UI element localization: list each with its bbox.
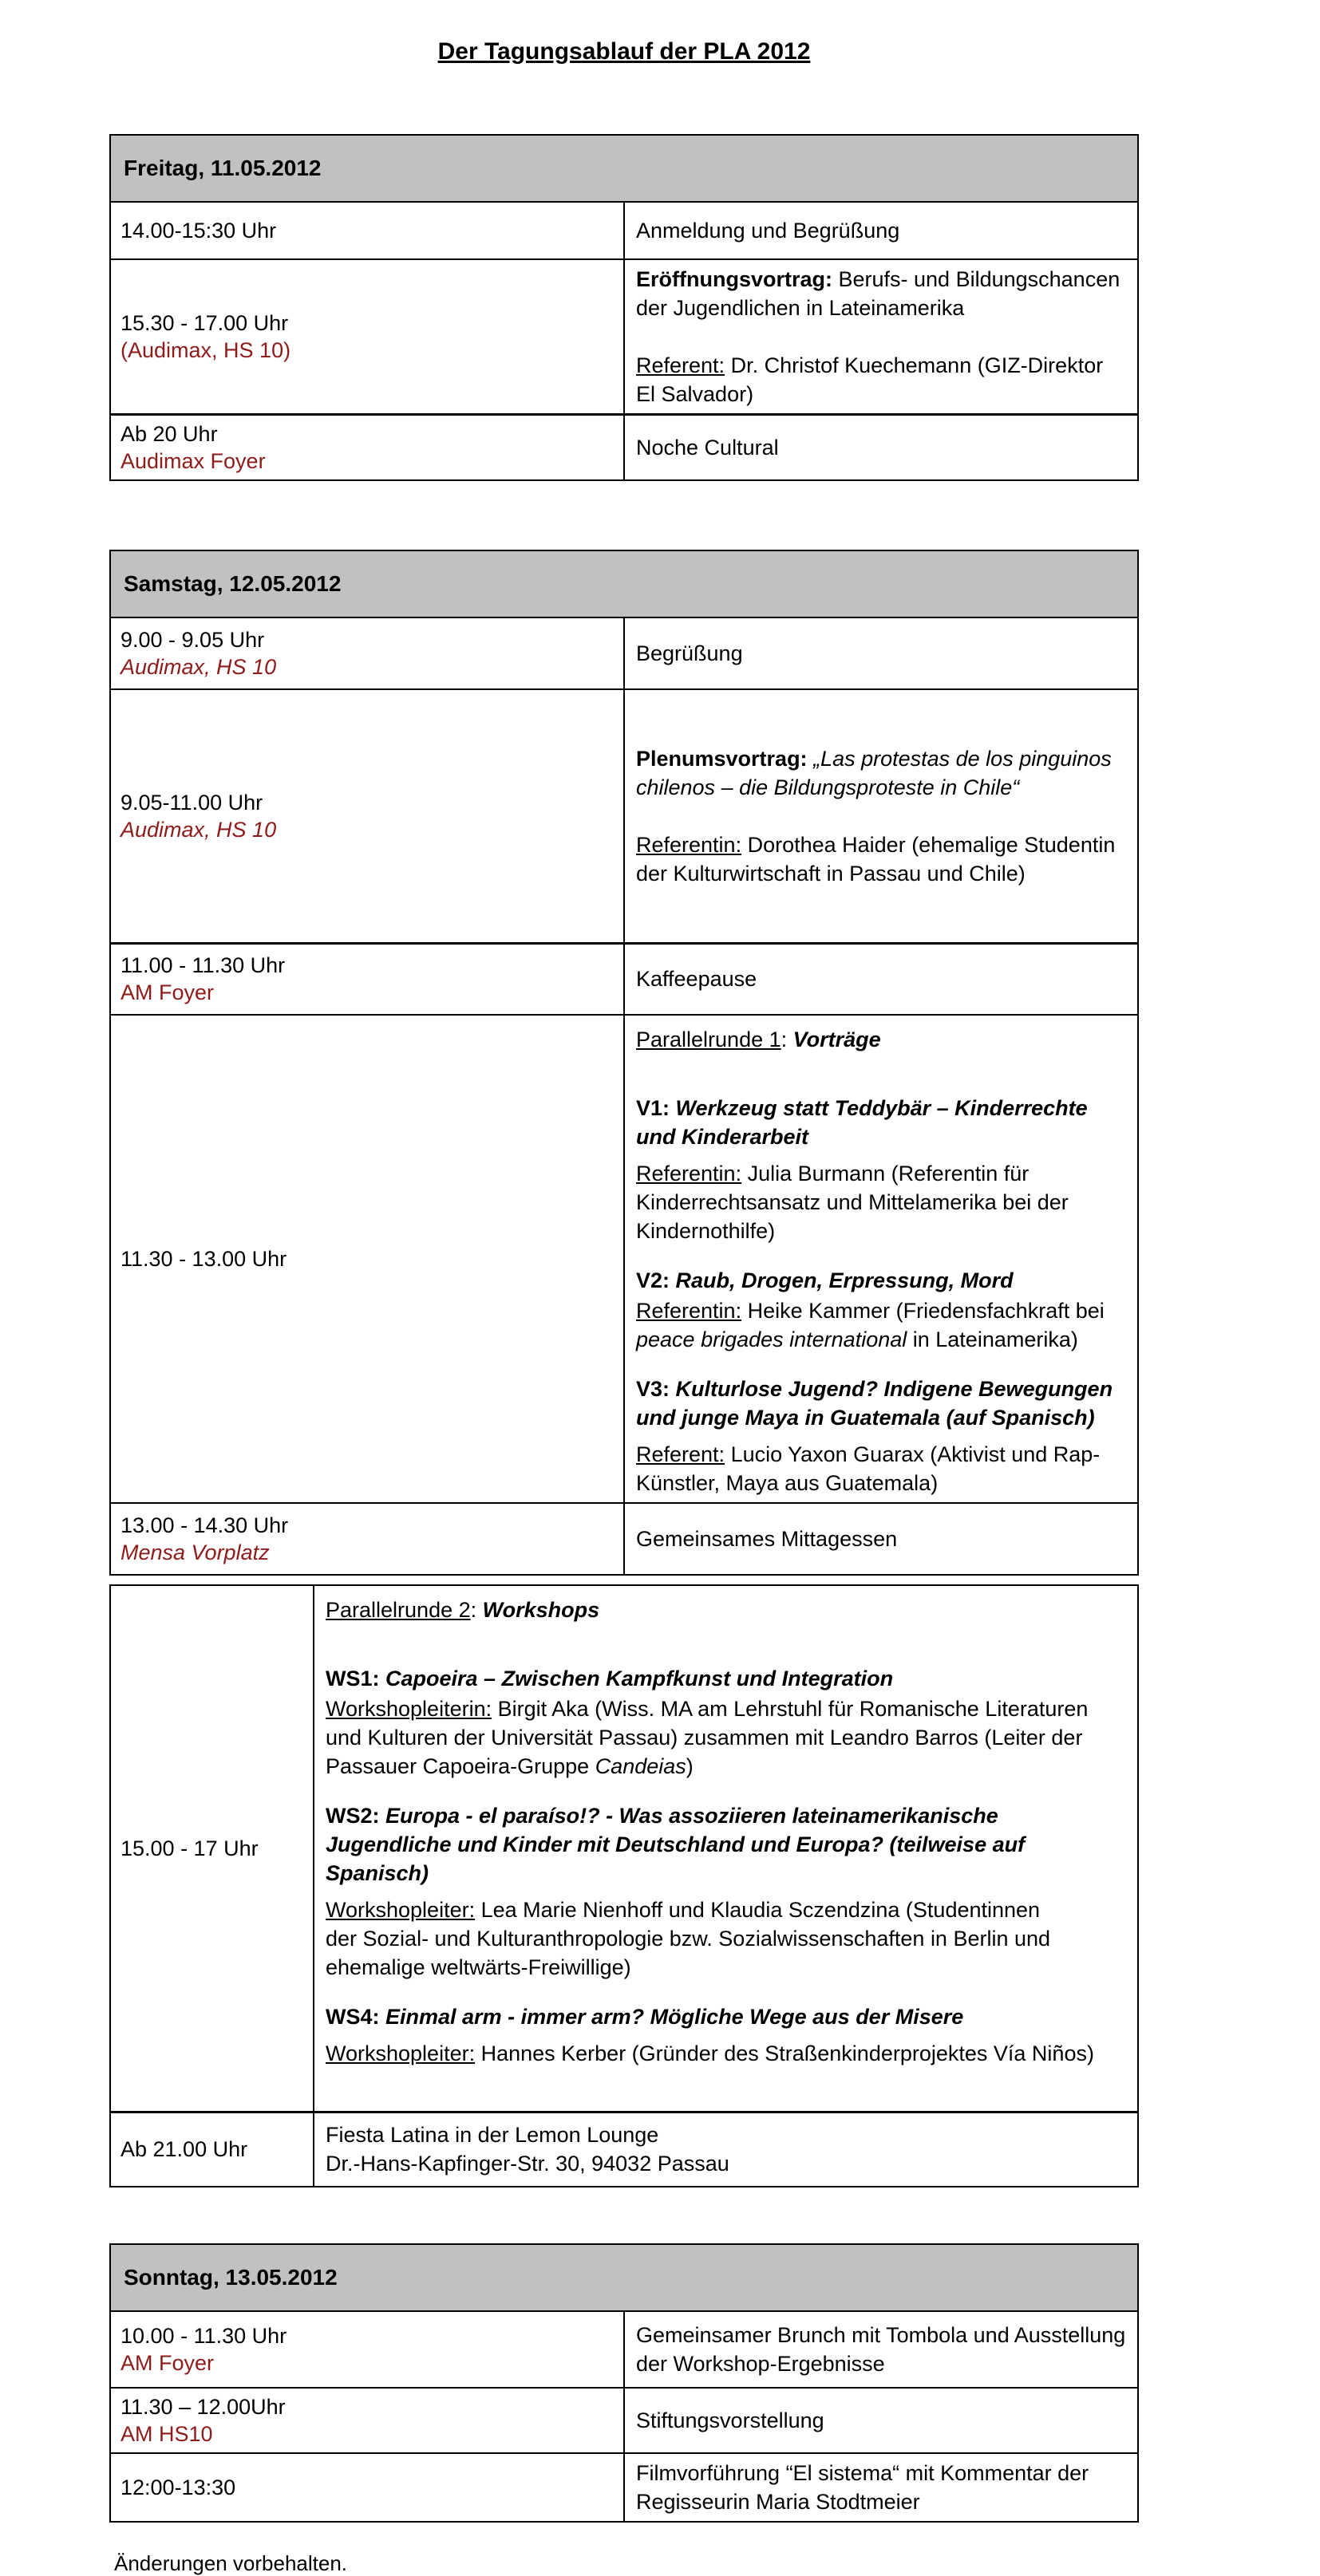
location-label: Mensa Vorplatz	[121, 1540, 270, 1564]
page-title: Der Tagungsablauf der PLA 2012	[437, 38, 811, 65]
location-label: Audimax, HS 10	[121, 655, 277, 679]
speaker-label: Referentin:	[636, 1162, 742, 1185]
conference-schedule-document	[0, 37, 1139, 2576]
leader-label: Workshopleiter:	[326, 2041, 476, 2065]
time-label: 13.00 - 14.30 Uhr	[121, 1513, 289, 1537]
speaker-text: Lucio Yaxon Guarax (Aktivist und Rap-Künstler, Maya aus Guatemala)	[636, 1442, 1101, 1495]
v1-number: V1:	[636, 1096, 676, 1120]
speaker-label: Referent:	[636, 1442, 725, 1466]
location-label: AM HS10	[121, 2422, 213, 2446]
friday-day-header: Freitag, 11.05.2012	[110, 135, 1138, 202]
group-name: Candeias	[595, 1754, 686, 1778]
event-cell	[624, 259, 1138, 415]
event-cell	[624, 2388, 1138, 2453]
leader-text: )	[686, 1754, 694, 1778]
v3-title-paragraph	[636, 1375, 1126, 1432]
time-label: 14.00-15:30 Uhr	[121, 219, 277, 243]
time-label: 12:00-13:30	[121, 2475, 236, 2499]
speaker-text: Julia Burmann (Referentin für Kinderrechtsansatz und Mittelamerika bei der Kindernothilfe)	[636, 1162, 1069, 1243]
round-label: Parallelrunde 1	[636, 1028, 781, 1051]
speaker-label: Referentin:	[636, 1299, 742, 1323]
event-text: Anmeldung und Begrüßung	[636, 219, 900, 243]
round-type: Workshops	[482, 1598, 600, 1622]
round-type: Vorträge	[792, 1028, 881, 1051]
event-text: Kaffeepause	[636, 967, 757, 992]
event-cell	[624, 415, 1138, 481]
time-label: 11.30 – 12.00Uhr	[121, 2395, 286, 2419]
round-sep: :	[781, 1028, 793, 1051]
speaker-paragraph	[636, 830, 1126, 888]
saturday-table-morning	[109, 550, 1139, 1576]
talk-title: „Las protestas de los pinguinos chilenos – die Bildungsproteste in Chile“	[636, 746, 1112, 799]
event-text: Noche Cultural	[636, 436, 779, 460]
time-cell	[110, 2453, 624, 2522]
schedule-row	[110, 2453, 1138, 2522]
schedule-row	[110, 2388, 1138, 2453]
leader-label: Workshopleiterin:	[326, 1697, 492, 1721]
speaker-text: Heike Kammer (Friedensfachkraft bei	[741, 1299, 1105, 1323]
round-sep: :	[470, 1598, 483, 1622]
schedule-row	[110, 259, 1138, 415]
sunday-day-header: Sonntag, 13.05.2012	[110, 2244, 1138, 2311]
leader-label: Workshopleiter:	[326, 1898, 476, 1922]
v3-number: V3:	[636, 1377, 676, 1401]
ws2-leader-paragraph	[326, 1896, 1060, 1982]
time-label: 9.00 - 9.05 Uhr	[121, 628, 265, 652]
time-cell	[110, 2388, 624, 2453]
v1-title: Werkzeug statt Teddybär – Kinderrechte und Kinderarbeit	[636, 1096, 1088, 1149]
schedule-row	[110, 1503, 1138, 1575]
time-cell	[110, 2112, 314, 2187]
schedule-row	[110, 617, 1138, 689]
event-cell	[624, 1503, 1138, 1575]
leader-text: Hannes Kerber (Gründer des Straßenkinderprojektes Vía Niños)	[475, 2041, 1094, 2065]
talk-label: Eröffnungsvortrag:	[636, 267, 832, 291]
leader-text: Lea Marie Nienhoff und Klaudia Sczendzina (Studentinnen der Sozial- und Kulturanthropologie bzw. Sozialwissenschaften in Berlin und ehemalige weltwärts-Freiwillige)	[326, 1898, 1051, 1979]
sunday-table	[109, 2243, 1139, 2523]
saturday-header-row	[110, 550, 1138, 617]
round-label: Parallelrunde 2	[326, 1598, 471, 1622]
location-label: AM Foyer	[121, 980, 215, 1005]
speaker-text: Dr. Christof Kuechemann (GIZ-Direktor El Salvador)	[636, 353, 1104, 406]
location-label: Audimax, HS 10	[121, 817, 277, 842]
schedule-row	[110, 2311, 1138, 2388]
time-label: 11.30 - 13.00 Uhr	[121, 1247, 287, 1271]
sunday-header-row	[110, 2244, 1138, 2311]
time-label: 9.05-11.00 Uhr	[121, 790, 263, 815]
location-label: Audimax Foyer	[121, 449, 266, 473]
event-cell	[624, 2453, 1138, 2522]
v2-speaker-paragraph	[636, 1296, 1126, 1354]
speaker-label: Referentin:	[636, 832, 742, 857]
friday-header-row	[110, 135, 1138, 202]
ws2-number: WS2:	[326, 1804, 386, 1828]
schedule-row	[110, 202, 1138, 259]
event-address: Dr.-Hans-Kapfinger-Str. 30, 94032 Passau	[326, 2152, 729, 2176]
time-label: 11.00 - 11.30 Uhr	[121, 953, 286, 978]
event-cell	[624, 689, 1138, 943]
event-cell	[624, 202, 1138, 259]
time-cell	[110, 689, 624, 943]
speaker-text: Dorothea Haider (ehemalige Studentin der Kulturwirtschaft in Passau und Chile)	[636, 832, 1116, 886]
time-label: Ab 21.00 Uhr	[121, 2137, 248, 2162]
talk-title-paragraph	[636, 744, 1126, 802]
location-label: (Audimax, HS 10)	[121, 338, 291, 362]
saturday-day-header: Samstag, 12.05.2012	[110, 550, 1138, 617]
saturday-table-afternoon	[109, 1584, 1139, 2187]
schedule-row	[110, 1585, 1138, 2112]
speaker-label: Referent:	[636, 353, 725, 377]
event-text: Gemeinsames Mittagessen	[636, 1527, 898, 1551]
schedule-row	[110, 415, 1138, 481]
schedule-row	[110, 2112, 1138, 2187]
event-cell	[624, 1015, 1138, 1503]
v1-speaker-paragraph	[636, 1159, 1126, 1245]
v2-title-paragraph	[636, 1266, 1126, 1295]
event-text: Gemeinsamer Brunch mit Tombola und Ausstellung der Workshop-Ergebnisse	[636, 2323, 1126, 2376]
time-cell	[110, 617, 624, 689]
v3-speaker-paragraph	[636, 1440, 1126, 1497]
ws2-title-paragraph	[326, 1801, 1126, 1888]
v2-number: V2:	[636, 1268, 676, 1292]
event-cell	[314, 1585, 1138, 2112]
time-label: Ab 20 Uhr	[121, 422, 218, 446]
event-text: Stiftungsvorstellung	[636, 2408, 824, 2432]
ws1-title-paragraph	[326, 1664, 1126, 1693]
round-heading	[636, 1025, 1126, 1054]
ws1-leader-paragraph	[326, 1694, 1126, 1781]
time-cell	[110, 415, 624, 481]
v1-title-paragraph	[636, 1094, 1126, 1151]
footer-note: Änderungen vorbehalten.	[114, 2551, 348, 2575]
location-label: AM Foyer	[121, 2351, 215, 2375]
event-text: Begrüßung	[636, 641, 743, 665]
leader-text: Birgit Aka (Wiss. MA am Lehrstuhl für Romanische Literaturen und Kulturen der Universität Passau) zusammen mit Leandro Barros (Leiter der Passauer Capoeira-Gruppe	[326, 1697, 1089, 1778]
talk-title-paragraph	[636, 265, 1126, 322]
time-cell	[110, 1585, 314, 2112]
schedule-row	[110, 943, 1138, 1015]
round-heading	[326, 1596, 1126, 1624]
speaker-text: in Lateinamerika)	[907, 1327, 1078, 1351]
ws2-title: Europa - el paraíso!? - Was assoziieren lateinamerikanische Jugendliche und Kinder mit Deutschland und Europa? (teilweise auf Spanisch)	[326, 1804, 1026, 1885]
organization-name: peace brigades international	[636, 1327, 907, 1351]
ws4-leader-paragraph	[326, 2039, 1126, 2068]
event-cell	[314, 2112, 1138, 2187]
talk-text: Berufs- und Bildungschancen der Jugendlichen in Lateinamerika	[636, 267, 1120, 320]
event-cell	[624, 943, 1138, 1015]
v3-title: Kulturlose Jugend? Indigene Bewegungen und junge Maya in Guatemala (auf Spanisch)	[636, 1377, 1113, 1430]
time-label: 10.00 - 11.30 Uhr	[121, 2324, 287, 2348]
event-cell	[624, 617, 1138, 689]
ws4-number: WS4:	[326, 2005, 386, 2029]
time-cell	[110, 259, 624, 415]
schedule-row	[110, 1015, 1138, 1503]
time-label: 15.30 - 17.00 Uhr	[121, 311, 289, 335]
ws1-number: WS1:	[326, 1667, 386, 1690]
speaker-paragraph	[636, 351, 1126, 408]
ws4-title: Einmal arm - immer arm? Mögliche Wege aus der Misere	[385, 2005, 964, 2029]
time-cell	[110, 202, 624, 259]
v2-title: Raub, Drogen, Erpressung, Mord	[675, 1268, 1014, 1292]
time-cell	[110, 943, 624, 1015]
event-text: Filmvorführung “El sistema“ mit Kommentar der Regisseurin Maria Stodtmeier	[636, 2461, 1089, 2514]
event-cell	[624, 2311, 1138, 2388]
schedule-row	[110, 689, 1138, 943]
time-cell	[110, 1503, 624, 1575]
time-cell	[110, 1015, 624, 1503]
event-text: Fiesta Latina in der Lemon Lounge	[326, 2123, 659, 2148]
ws1-title: Capoeira – Zwischen Kampfkunst und Integration	[385, 1667, 894, 1690]
talk-label: Plenumsvortrag:	[636, 746, 808, 771]
ws4-title-paragraph	[326, 2002, 1126, 2031]
friday-table	[109, 134, 1139, 481]
time-cell	[110, 2311, 624, 2388]
time-label: 15.00 - 17 Uhr	[121, 1836, 259, 1860]
